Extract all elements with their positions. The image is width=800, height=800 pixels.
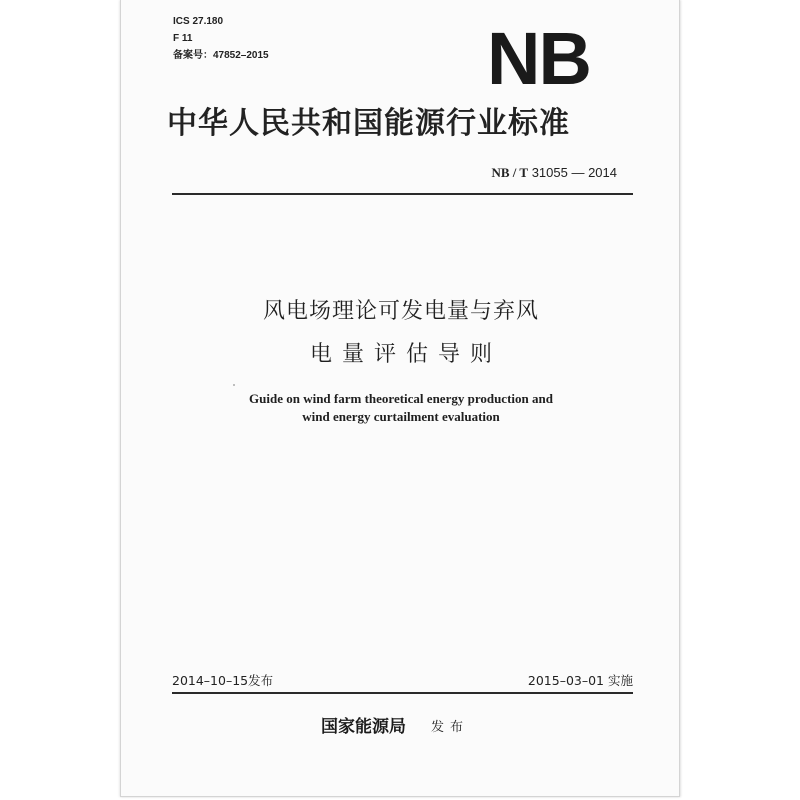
record-number: 备案号：47852–2015: [173, 50, 269, 61]
title-en-line-1: Guide on wind farm theoretical energy production and: [249, 391, 553, 406]
standard-cover-page: [120, 0, 680, 797]
footer-divider: [172, 692, 633, 694]
title-en-line-2: wind energy curtailment evaluation: [302, 409, 500, 424]
header-divider: [172, 193, 633, 195]
standard-number-prefix: NB / T: [491, 165, 529, 180]
publisher-name: 国家能源局: [321, 717, 406, 737]
nb-logo: NB: [487, 17, 590, 100]
publish-label: 发布: [431, 720, 470, 735]
title-cn-line-2: 电量评估导则: [309, 342, 502, 367]
print-speck: [233, 384, 235, 386]
implementation-date: 2015–03–01 实施: [527, 673, 633, 688]
standard-number: [491, 165, 617, 181]
title-cn-line-1: 风电场理论可发电量与弃风: [262, 299, 539, 324]
standard-number-code: 31055 — 2014: [528, 165, 617, 180]
issuer-title: 中华人民共和国能源行业标准: [167, 106, 570, 141]
classification-code: F 11: [173, 33, 193, 44]
ics-code: ICS 27.180: [173, 16, 224, 27]
issue-date: 2014–10–15发布: [172, 673, 274, 688]
